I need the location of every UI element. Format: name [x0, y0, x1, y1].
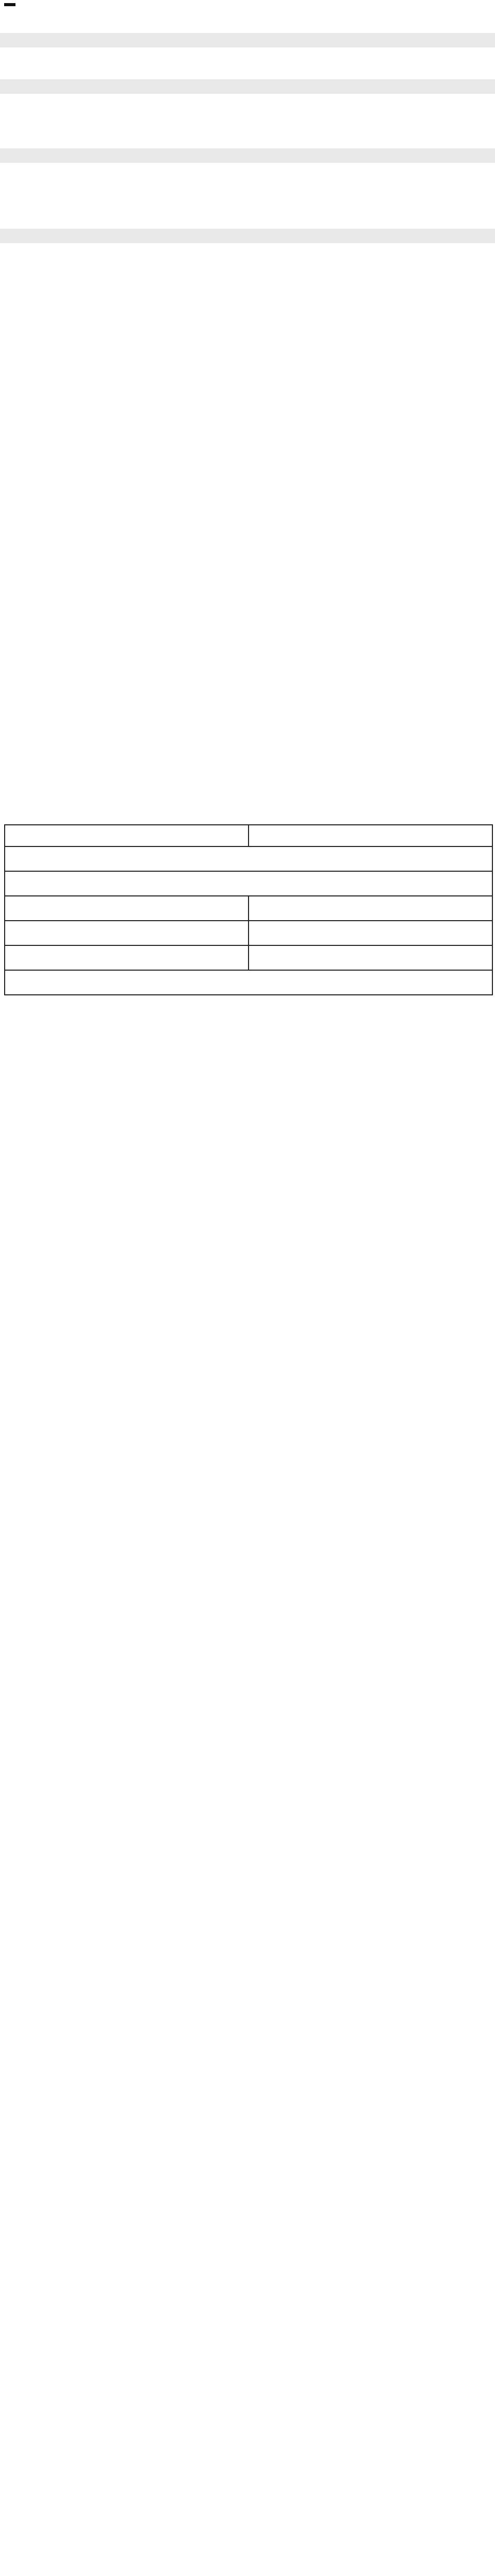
table-header	[5, 825, 492, 847]
room-item-4	[0, 217, 495, 229]
table-row-5	[5, 971, 492, 994]
row5-cell	[5, 971, 492, 994]
task3-intro	[0, 172, 495, 183]
table-row-3	[5, 896, 492, 921]
definition-2	[0, 114, 495, 126]
table-row-4	[5, 921, 492, 946]
room-item-1	[0, 183, 495, 195]
row4-end-b	[248, 946, 492, 970]
row4-cell-a	[5, 921, 248, 945]
row2-cell	[5, 872, 492, 895]
row1-cell	[5, 847, 492, 871]
row3-cell-b	[248, 896, 492, 920]
answer-table	[4, 824, 493, 995]
table-row-4-continued	[5, 946, 492, 971]
task3-question	[0, 148, 495, 163]
answer-section	[0, 33, 495, 252]
task1-answer-1	[0, 57, 495, 68]
exercise-number	[4, 3, 15, 6]
row3-cell-a	[5, 896, 248, 920]
row4-cell-b	[248, 921, 492, 945]
table-row-2	[5, 872, 492, 896]
column-a-header	[5, 825, 248, 846]
task2-question	[0, 79, 495, 94]
task4-question	[0, 229, 495, 243]
row4-end-a	[5, 946, 248, 970]
definition-4	[0, 137, 495, 148]
table-row-1	[5, 847, 492, 872]
room-item-2	[0, 195, 495, 206]
room-item-3	[0, 206, 495, 217]
task1-question	[0, 33, 495, 47]
column-b-header	[248, 825, 492, 846]
definition-1	[0, 103, 495, 114]
task1-answer-2	[0, 68, 495, 79]
definition-3	[0, 126, 495, 137]
